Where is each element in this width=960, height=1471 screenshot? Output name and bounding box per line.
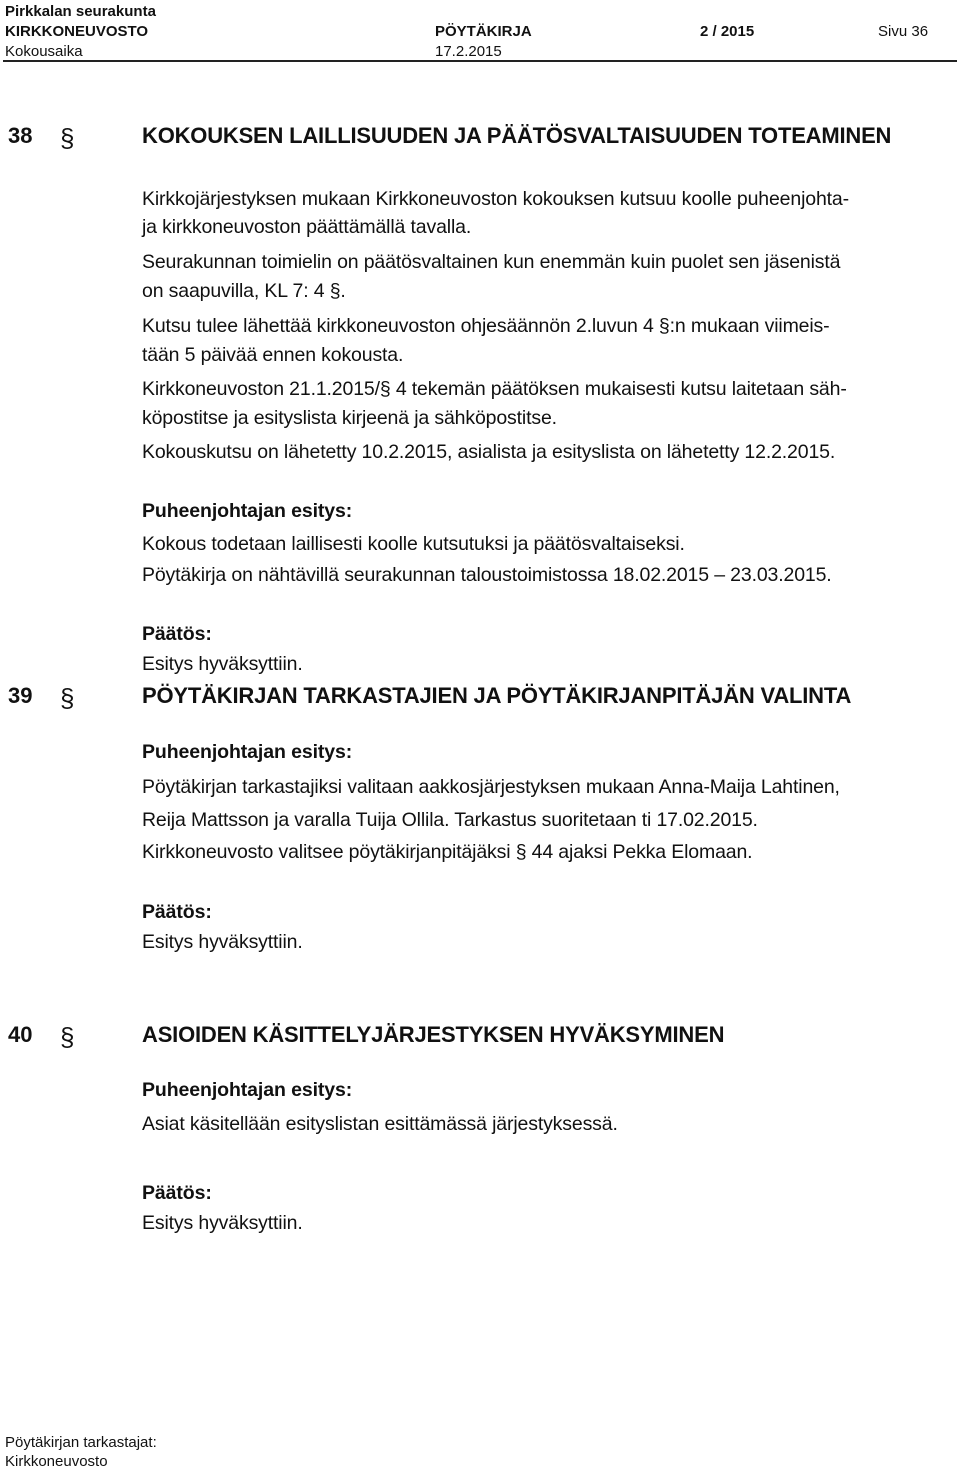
body-line: Kirkkojärjestyksen mukaan Kirkkoneuvoston kokouksen kutsuu koolle puheenjohta-	[142, 188, 849, 210]
body-line: tään 5 päivää ennen kokousta.	[142, 344, 404, 366]
decision-text: Esitys hyväksyttiin.	[142, 653, 303, 675]
decision-text: Esitys hyväksyttiin.	[142, 931, 303, 953]
decision-label: Päätös:	[142, 901, 212, 923]
body-name: KIRKKONEUVOSTO	[5, 23, 149, 40]
body-line: köpostitse ja esityslista kirjeenä ja sähköpostitse.	[142, 407, 557, 429]
proposal-line: Asiat käsitellään esityslistan esittämässä järjestyksessä.	[142, 1113, 618, 1135]
doc-number: 2 / 2015	[700, 23, 755, 40]
proposal-label: Puheenjohtajan esitys:	[142, 500, 353, 522]
decision-label: Päätös:	[142, 623, 212, 645]
body-line: on saapuvilla, KL 7: 4 §.	[142, 280, 346, 302]
section-title: ASIOIDEN KÄSITTELYJÄRJESTYKSEN HYVÄKSYMINEN	[142, 1022, 725, 1047]
section-title: PÖYTÄKIRJAN TARKASTAJIEN JA PÖYTÄKIRJANPITÄJÄN VALINTA	[142, 683, 852, 708]
proposal-line: Pöytäkirja on nähtävillä seurakunnan taloustoimistossa 18.02.2015 – 23.03.2015.	[142, 564, 832, 586]
proposal-line: Kokous todetaan laillisesti koolle kutsutuksi ja päätösvaltaiseksi.	[142, 533, 685, 555]
proposal-line: Kirkkoneuvosto valitsee pöytäkirjanpitäjäksi § 44 ajaksi Pekka Elomaan.	[142, 841, 753, 863]
doc-type: PÖYTÄKIRJA	[435, 23, 532, 40]
section-sign: §	[60, 683, 75, 713]
meeting-label: Kokousaika	[5, 43, 83, 60]
section-sign: §	[60, 123, 75, 153]
section-number: 40	[8, 1022, 33, 1047]
decision-label: Päätös:	[142, 1182, 212, 1204]
decision-text: Esitys hyväksyttiin.	[142, 1212, 303, 1234]
section-number: 39	[8, 683, 33, 708]
footer-reviewers-label: Pöytäkirjan tarkastajat:	[5, 1434, 157, 1451]
footer-body-name: Kirkkoneuvosto	[5, 1453, 108, 1470]
page-number: Sivu 36	[878, 23, 929, 40]
proposal-line: Reija Mattsson ja varalla Tuija Ollila. Tarkastus suoritetaan ti 17.02.2015.	[142, 809, 758, 831]
body-line: ja kirkkoneuvoston päättämällä tavalla.	[142, 216, 472, 238]
section-sign: §	[60, 1022, 75, 1052]
body-line: Seurakunnan toimielin on päätösvaltainen kun enemmän kuin puolet sen jäsenistä	[142, 251, 841, 273]
body-line: Kutsu tulee lähettää kirkkoneuvoston ohjesäännön 2.luvun 4 §:n mukaan viimeis-	[142, 315, 830, 337]
proposal-label: Puheenjohtajan esitys:	[142, 741, 353, 763]
section-number: 38	[8, 123, 33, 148]
body-line: Kirkkoneuvoston 21.1.2015/§ 4 tekemän päätöksen mukaisesti kutsu laitetaan säh-	[142, 378, 847, 400]
body-line: Kokouskutsu on lähetetty 10.2.2015, asialista ja esityslista on lähetetty 12.2.2015.	[142, 441, 836, 463]
section-title: KOKOUKSEN LAILLISUUDEN JA PÄÄTÖSVALTAISUUDEN TOTEAMINEN	[142, 123, 892, 148]
org-name: Pirkkalan seurakunta	[5, 3, 156, 20]
header-divider	[3, 60, 957, 62]
meeting-date: 17.2.2015	[435, 43, 502, 60]
proposal-line: Pöytäkirjan tarkastajiksi valitaan aakkosjärjestyksen mukaan Anna-Maija Lahtinen,	[142, 776, 840, 798]
proposal-label: Puheenjohtajan esitys:	[142, 1079, 353, 1101]
